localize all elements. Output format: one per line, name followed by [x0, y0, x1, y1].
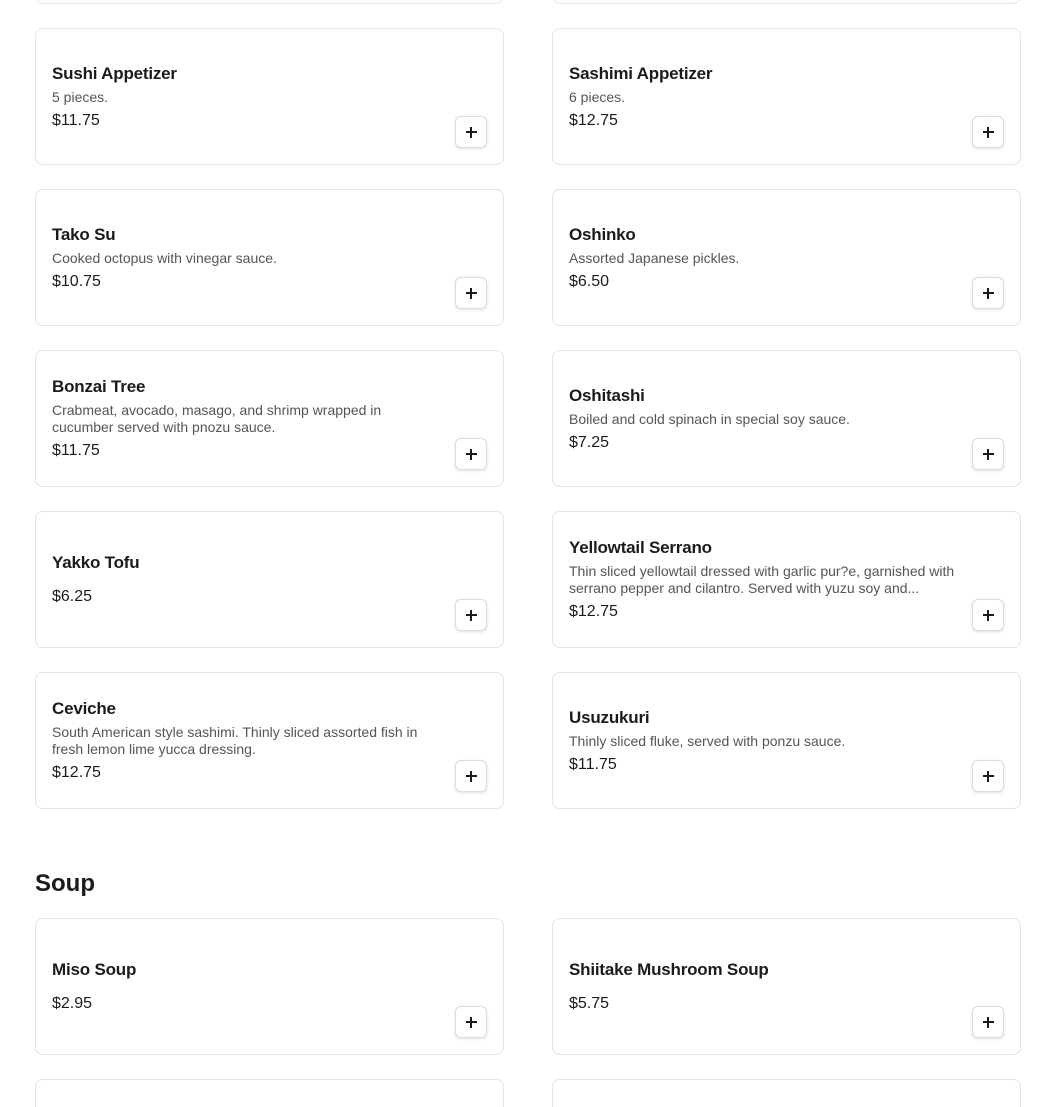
item-name: Tako Su [52, 224, 116, 244]
menu-item-card[interactable] [35, 350, 504, 487]
plus-icon [466, 1017, 477, 1028]
plus-icon [466, 610, 477, 621]
item-description: 6 pieces. [569, 88, 626, 105]
plus-icon [466, 288, 477, 299]
item-name: Shiitake Mushroom Soup [569, 960, 769, 979]
item-description: Assorted Japanese pickles. [569, 249, 740, 266]
plus-icon [466, 449, 477, 460]
item-description: Boiled and cold spinach in special soy sauce. [569, 410, 850, 427]
item-name: Yakko Tofu [52, 553, 140, 572]
item-name: Sushi Appetizer [52, 63, 177, 83]
item-description: Thinly sliced fluke, served with ponzu sauce. [569, 732, 846, 749]
plus-icon [983, 449, 994, 460]
menu-item-card[interactable] [552, 511, 1021, 648]
item-name: Oshinko [569, 224, 636, 244]
menu-item-card[interactable] [35, 918, 504, 1055]
item-name: Sashimi Appetizer [569, 63, 713, 83]
plus-icon [983, 610, 994, 621]
add-item-button[interactable] [972, 1006, 1004, 1038]
menu-item-card[interactable] [35, 672, 504, 809]
item-description [569, 981, 960, 989]
menu-item-card[interactable] [552, 350, 1021, 487]
add-item-button[interactable] [455, 760, 487, 792]
add-item-button[interactable] [455, 438, 487, 470]
menu-item-card[interactable] [552, 672, 1021, 809]
item-name: Ceviche [52, 699, 116, 718]
item-price: $12.75 [569, 603, 618, 620]
add-item-button[interactable] [972, 438, 1004, 470]
plus-icon [466, 127, 477, 138]
plus-icon [983, 771, 994, 782]
add-item-button[interactable] [972, 116, 1004, 148]
item-price: $6.25 [52, 588, 93, 605]
menu-item-card-partial[interactable] [552, 0, 1021, 4]
item-description: South American style sashimi. Thinly sliced assorted fish in fresh lemon lime yucca dressing. [52, 724, 418, 757]
item-description [52, 574, 443, 582]
section-title-soup: Soup [35, 870, 95, 897]
item-name: Bonzai Tree [52, 377, 146, 396]
item-name: Yellowtail Serrano [569, 538, 712, 557]
plus-icon [983, 1017, 994, 1028]
item-name: Usuzukuri [569, 707, 650, 727]
menu-item-card-partial[interactable] [35, 1079, 504, 1107]
item-price: $6.50 [569, 272, 610, 290]
item-price: $2.95 [52, 995, 93, 1012]
menu-item-card[interactable] [552, 28, 1021, 165]
menu-item-card[interactable] [552, 918, 1021, 1055]
item-price: $10.75 [52, 272, 101, 290]
menu-item-card[interactable] [35, 511, 504, 648]
add-item-button[interactable] [972, 760, 1004, 792]
add-item-button[interactable] [455, 599, 487, 631]
item-price: $11.75 [569, 755, 617, 773]
item-price: $7.25 [569, 433, 610, 451]
item-price: $12.75 [569, 111, 618, 129]
item-name: Miso Soup [52, 960, 137, 979]
menu-item-card-partial[interactable] [35, 0, 504, 4]
menu-item-card-partial[interactable] [552, 1079, 1021, 1107]
add-item-button[interactable] [972, 599, 1004, 631]
item-description: Thin sliced yellowtail dressed with garlic pur?e, garnished with serrano pepper and cilantro. Served with yuzu soy and... [569, 563, 955, 596]
menu-item-card[interactable] [35, 189, 504, 326]
item-description [52, 981, 443, 989]
item-description: 5 pieces. [52, 88, 109, 105]
item-description: Cooked octopus with vinegar sauce. [52, 249, 277, 266]
item-name: Oshitashi [569, 385, 645, 405]
plus-icon [466, 771, 477, 782]
item-price: $11.75 [52, 442, 100, 459]
item-price: $5.75 [569, 995, 610, 1012]
add-item-button[interactable] [455, 116, 487, 148]
plus-icon [983, 288, 994, 299]
add-item-button[interactable] [455, 1006, 487, 1038]
menu-item-card[interactable] [552, 189, 1021, 326]
plus-icon [983, 127, 994, 138]
item-price: $11.75 [52, 111, 100, 129]
item-price: $12.75 [52, 764, 101, 781]
item-description: Crabmeat, avocado, masago, and shrimp wrapped in cucumber served with pnozu sauce. [52, 402, 382, 435]
add-item-button[interactable] [972, 277, 1004, 309]
add-item-button[interactable] [455, 277, 487, 309]
menu-item-card[interactable] [35, 28, 504, 165]
